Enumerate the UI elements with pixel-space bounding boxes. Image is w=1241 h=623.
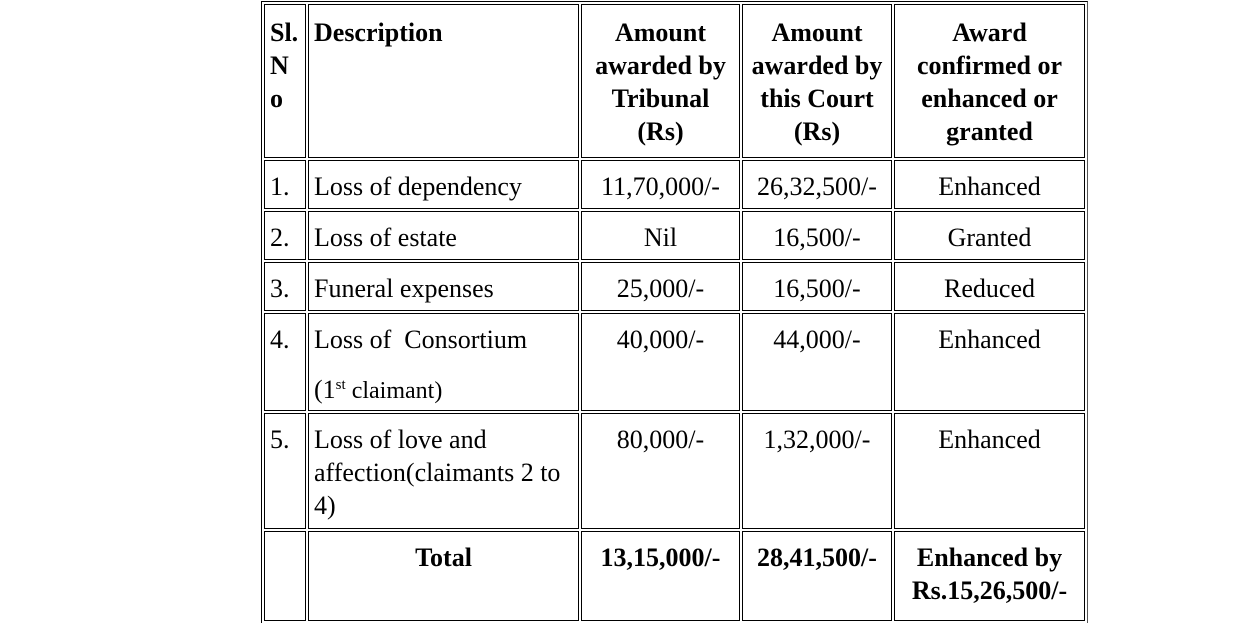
row-award-status: Reduced — [894, 262, 1085, 311]
table-row — [264, 313, 1085, 411]
row-slno: 5. — [264, 413, 306, 529]
row-description: Funeral expenses — [308, 262, 579, 311]
row-award-status: Enhanced — [894, 160, 1085, 209]
header-court-amount: Amount awarded by this Court (Rs) — [742, 4, 892, 158]
table-row — [264, 211, 1085, 260]
row-award-status: Enhanced — [894, 413, 1085, 529]
row-description-consortium — [308, 313, 579, 411]
row-court-amount: 16,500/- — [742, 262, 892, 311]
row-description: Loss of Consortium — [314, 325, 528, 354]
table-row — [264, 160, 1085, 209]
row-tribunal-amount: 11,70,000/- — [581, 160, 740, 209]
row-award-status: Enhanced — [894, 313, 1085, 411]
header-award-status: Award confirmed or enhanced or granted — [894, 4, 1085, 158]
total-row — [264, 531, 1085, 621]
row-description: Loss of estate — [308, 211, 579, 260]
total-slno — [264, 531, 306, 621]
table-header-row — [264, 4, 1085, 158]
total-label: Total — [308, 531, 579, 621]
row-slno: 2. — [264, 211, 306, 260]
row-tribunal-amount: 80,000/- — [581, 413, 740, 529]
row-description-subline — [314, 373, 573, 408]
header-slno: Sl. N o — [264, 4, 306, 158]
header-description: Description — [308, 4, 579, 158]
row-slno: 4. — [264, 313, 306, 411]
row-award-status: Granted — [894, 211, 1085, 260]
subline-suffix: claimant) — [345, 378, 443, 404]
total-tribunal-amount: 13,15,000/- — [581, 531, 740, 621]
subline-prefix: (1 — [314, 375, 336, 404]
ordinal-suffix: st — [335, 377, 346, 393]
total-award-status: Enhanced by Rs.15,26,500/- — [894, 531, 1085, 621]
row-slno: 1. — [264, 160, 306, 209]
row-court-amount: 16,500/- — [742, 211, 892, 260]
row-court-amount: 44,000/- — [742, 313, 892, 411]
table-row — [264, 262, 1085, 311]
header-tribunal-amount: Amount awarded by Tribunal (Rs) — [581, 4, 740, 158]
row-tribunal-amount: 40,000/- — [581, 313, 740, 411]
row-description: Loss of love and affection(claimants 2 to 4) — [308, 413, 579, 529]
row-court-amount: 1,32,000/- — [742, 413, 892, 529]
row-tribunal-amount: Nil — [581, 211, 740, 260]
row-description: Loss of dependency — [308, 160, 579, 209]
total-court-amount: 28,41,500/- — [742, 531, 892, 621]
row-tribunal-amount: 25,000/- — [581, 262, 740, 311]
row-slno: 3. — [264, 262, 306, 311]
row-court-amount: 26,32,500/- — [742, 160, 892, 209]
table-row — [264, 413, 1085, 529]
award-comparison-table — [261, 1, 1088, 623]
